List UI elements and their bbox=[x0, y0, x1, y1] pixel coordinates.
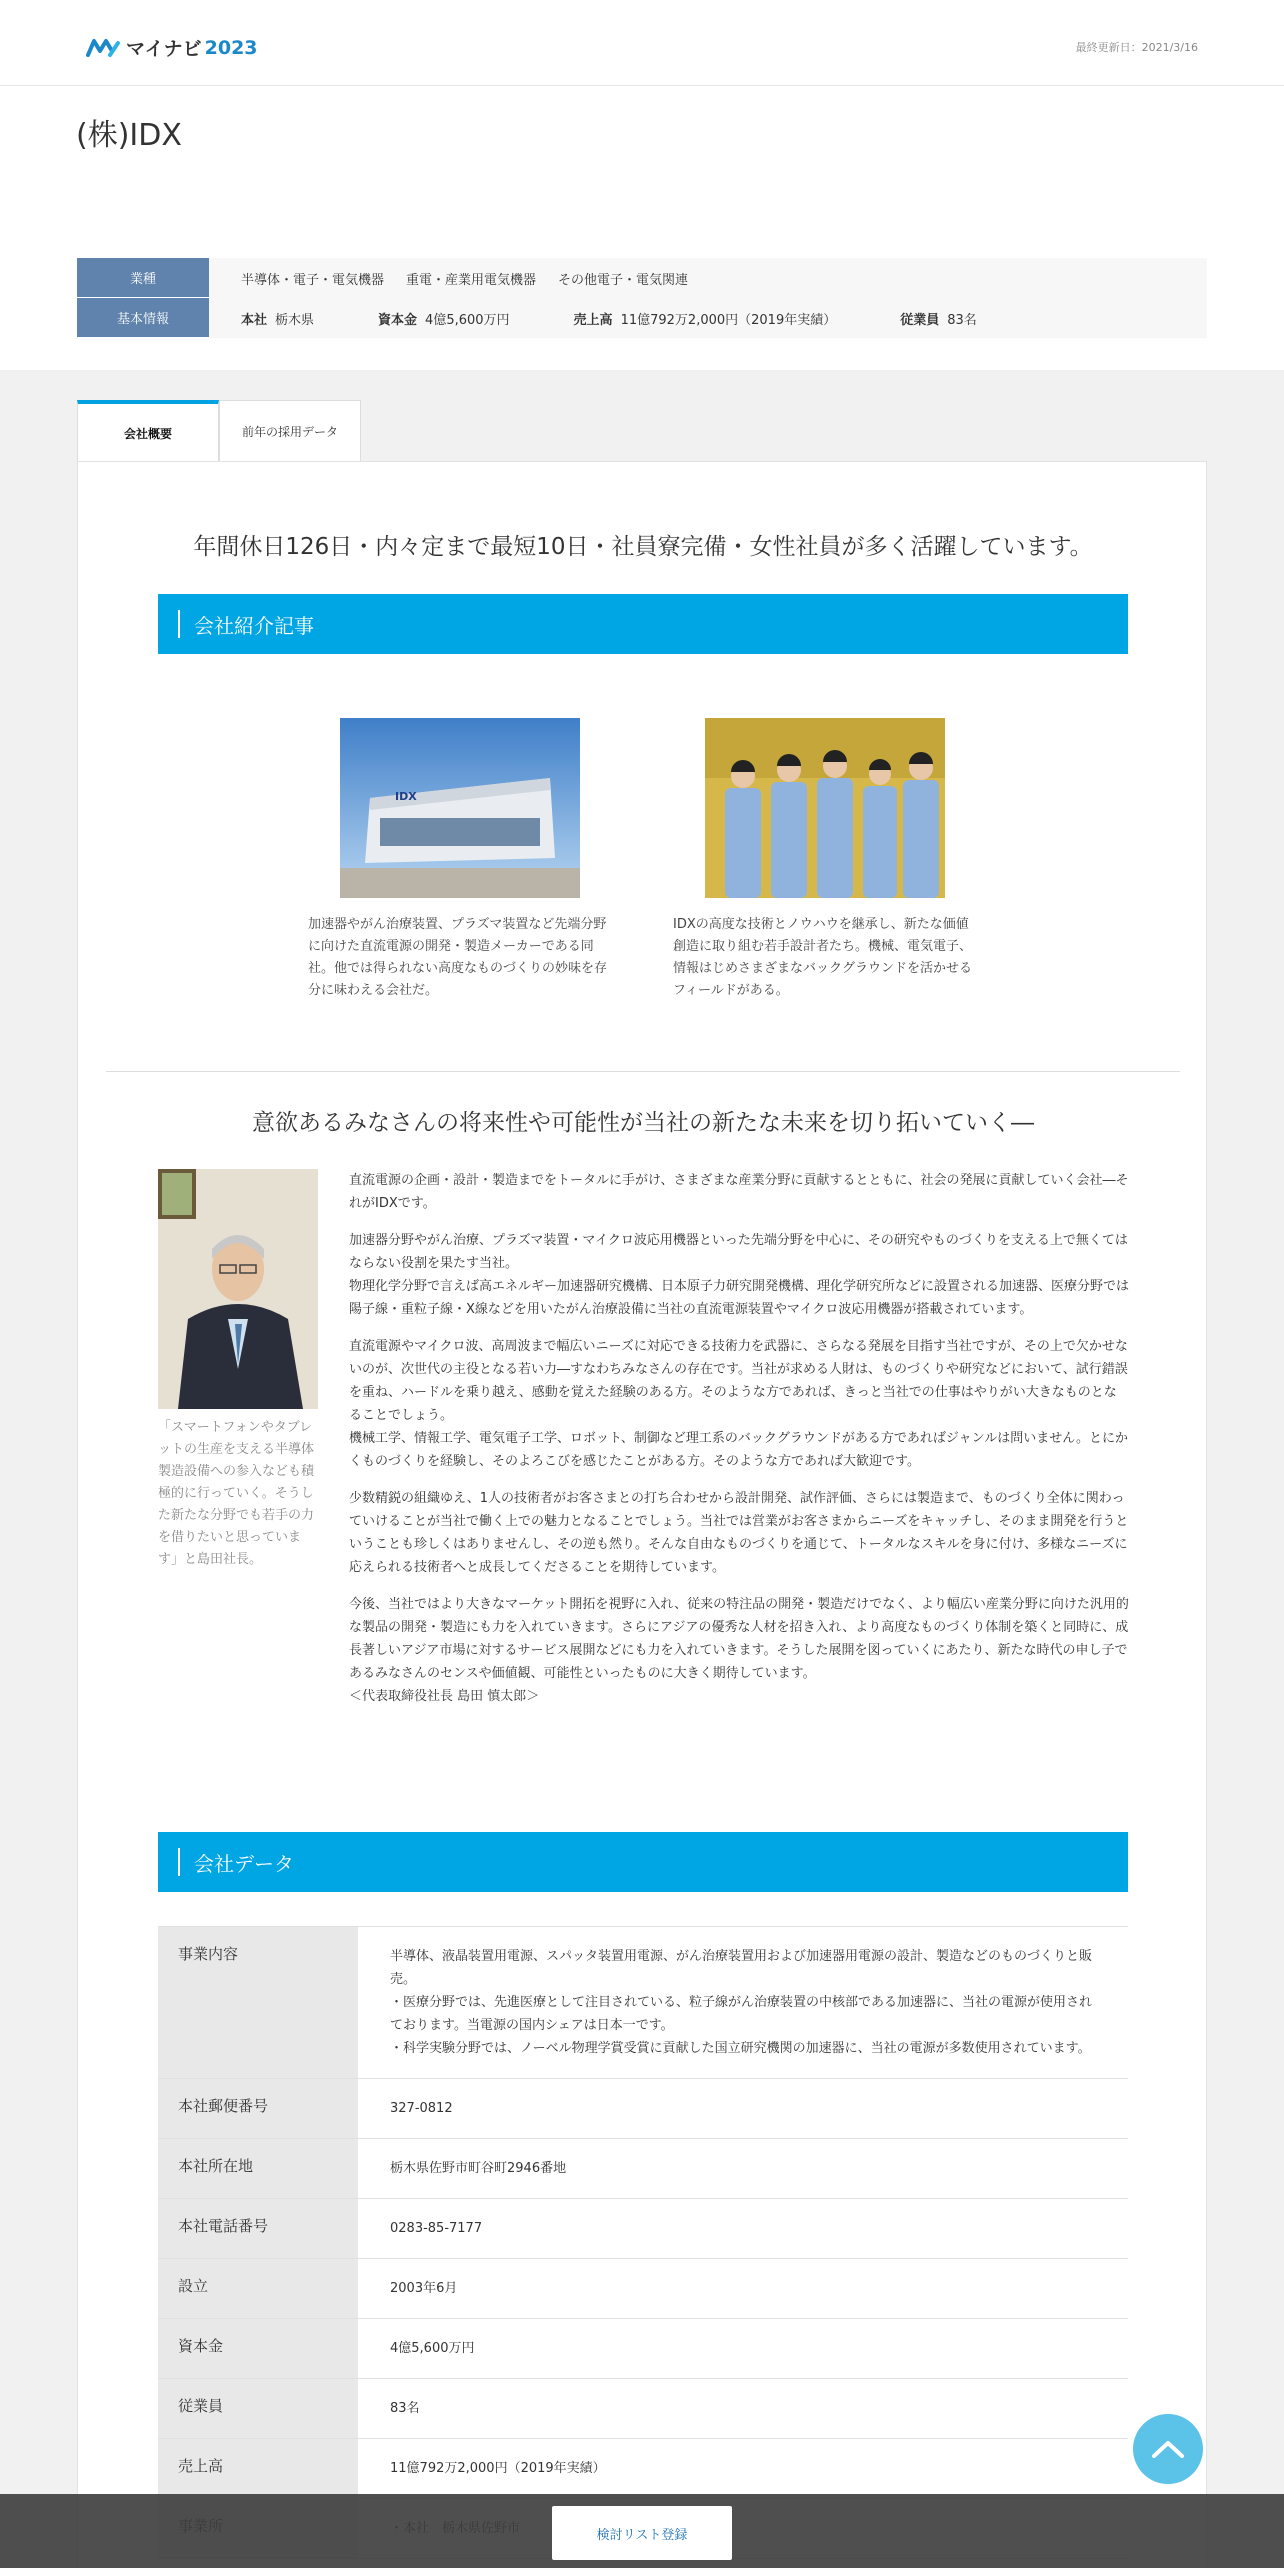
ceo-caption: 「スマートフォンやタブレットの生産を支える半導体製造設備への参入なども積極的に行っていく。そうした新たな分野でも若手の力を借りたいと思っています」と島田社長。 bbox=[158, 1420, 315, 1567]
section-divider bbox=[106, 1071, 1180, 1072]
logo-year: 2023 bbox=[204, 36, 258, 59]
message-paragraph: 少数精鋭の組織ゆえ、1人の技術者がお客さまとの打ち合わせから設計開発、試作評価、さらには製造まで、ものづくり全体に関わっていけることが当社で働く上での魅力となることでしょう。当社では営業がお客さまからニーズをキャッチし、そのまま開発を行うということも珍しくはありませんし、その逆も然り。そんな自由なものづくりを通じて、トータルなスキルを身に付け、多様なニーズに応えられる技術者へと成長してくださることを期待しています。 bbox=[349, 1491, 1129, 1575]
chevron-up-icon bbox=[1151, 2439, 1185, 2459]
capital-info: 資本金 4億5,600万円 bbox=[378, 312, 510, 328]
content-tabs bbox=[77, 400, 361, 462]
industry-item: その他電子・電気関連 bbox=[558, 272, 689, 288]
row-key: 設立 bbox=[158, 2259, 358, 2318]
industry-label: 業種 bbox=[77, 258, 209, 298]
table-row bbox=[158, 1927, 1128, 2079]
row-value: 327-0812 bbox=[390, 2101, 453, 2116]
top-section bbox=[0, 0, 1284, 370]
row-value: 2003年6月 bbox=[390, 2281, 458, 2296]
table-row bbox=[158, 2439, 1128, 2499]
row-key: 本社郵便番号 bbox=[158, 2079, 358, 2138]
article-caption: 加速器やがん治療装置、プラズマ装置など先端分野に向けた直流電源の開発・製造メーカーである同社。他では得られない高度なものづくりの妙味を存分に味わえる会社だ。 bbox=[308, 917, 608, 998]
row-key: 本社電話番号 bbox=[158, 2199, 358, 2258]
row-key: 本社所在地 bbox=[158, 2139, 358, 2198]
table-row bbox=[158, 2079, 1128, 2139]
message-title: 意欲あるみなさんの将来性や可能性が当社の新たな未来を切り拓いていく― bbox=[252, 1110, 1034, 1136]
sales-info: 売上高 11億792万2,000円（2019年実績） bbox=[573, 312, 837, 328]
section-heading-intro: 会社紹介記事 bbox=[158, 594, 1128, 654]
table-row bbox=[158, 2259, 1128, 2319]
message-paragraph: 加速器分野やがん治療、プラズマ装置・マイクロ波応用機器といった先端分野を中心に、その研究やものづくりを支える上で無くてはならない役割を果たす当社。 物理化学分野で言えば高エネルギー加速器研究機構、日本原子力研究開発機構、理化学研究所などに設置される加速器、医療分野では陽子線・重粒子線・X線などを用いたがん治療設備に当社の直流電源装置やマイクロ波応用機器が搭載されています。 bbox=[349, 1233, 1130, 1317]
company-name: (株)IDX bbox=[76, 118, 182, 153]
row-key: 事業内容 bbox=[158, 1927, 358, 2078]
row-value: 11億792万2,000円（2019年実績） bbox=[390, 2461, 606, 2476]
mynavi-logo[interactable] bbox=[86, 34, 258, 61]
svg-text:IDX: IDX bbox=[395, 790, 417, 803]
scroll-to-top-button[interactable] bbox=[1133, 2414, 1203, 2484]
table-row bbox=[158, 2379, 1128, 2439]
mynavi-mark-icon bbox=[86, 37, 122, 59]
ceo-message bbox=[349, 1169, 1129, 1722]
ceo-photo bbox=[158, 1169, 318, 1409]
company-overview-panel bbox=[77, 461, 1207, 2568]
industry-item: 重電・産業用電気機器 bbox=[406, 272, 537, 288]
article-caption: IDXの高度な技術とノウハウを継承し、新たな価値創造に取り組む若手設計者たち。機械、電気電子、情報はじめさまざまなバックグラウンドを活かせるフィールドがある。 bbox=[673, 917, 973, 998]
row-key: 資本金 bbox=[158, 2319, 358, 2378]
message-paragraph: 今後、当社ではより大きなマーケット開拓を視野に入れ、従来の特注品の開発・製造だけでなく、より幅広い産業分野に向けた汎用的な製品の開発・製造にも力を入れていきます。さらにアジアの優秀な人材を招き入れ、より高度なものづくり体制を築くと同時に、成長著しいアジア市場に対するサービス展開などにも力を入れていきます。そうした展開を図っていくにあたり、新たな時代の申し子であるみなさんのセンスや価値観、可能性といったものに大きく期待しています。 ＜代表取締役社長 島田 慎太郎＞ bbox=[349, 1597, 1129, 1704]
row-key: 従業員 bbox=[158, 2379, 358, 2438]
table-row bbox=[158, 2319, 1128, 2379]
industry-item: 半導体・電子・電気機器 bbox=[241, 272, 385, 288]
catch-copy: 年間休日126日・内々定まで最短10日・社員寮完備・女性社員が多く活躍しています。 bbox=[193, 534, 1093, 560]
intro-article[interactable] bbox=[673, 718, 978, 1002]
row-value: 栃木県佐野市町谷町2946番地 bbox=[390, 2161, 567, 2176]
table-row bbox=[158, 2199, 1128, 2259]
message-paragraph: 直流電源やマイクロ波、高周波まで幅広いニーズに対応できる技術力を武器に、さらなる発展を目指す当社ですが、その上で欠かせないのが、次世代の主役となる若い力―すなわちみなさんの存在です。当社が求める人財は、ものづくりや研究などにおいて、試行錯誤を重ね、ハードルを乗り越え、感動を覚えた経験のある方。そのような方であれば、きっと当社での仕事はやりがい大きなものとなることでしょう。 機械工学、情報工学、電気電子工学、ロボット、制御など理工系のバックグラウンドがある方であればジャンルは問いません。とにかくものづくりを経験し、そのよろこびを感じたことがある方。そのような方であれば大歓迎です。 bbox=[349, 1339, 1129, 1469]
industry-row bbox=[77, 258, 1207, 298]
section-heading-company-data: 会社データ bbox=[158, 1832, 1128, 1892]
row-value: 半導体、液晶装置用電源、スパッタ装置用電源、がん治療装置用および加速器用電源の設計、製造などのものづくりと販売。 ・医療分野では、先進医療として注目されている、粒子線がん治療装置の中核部である加速器に、当社の電源が使用されております。当電源の国内シェアは日本一です。 ・科学実験分野では、ノーベル物理学賞受賞に貢献した国立研究機関の加速器に、当社の電源が多数使用されています。 bbox=[390, 1949, 1093, 2056]
row-key: 売上高 bbox=[158, 2439, 358, 2498]
site-header bbox=[0, 0, 1284, 86]
row-value: 83名 bbox=[390, 2401, 420, 2416]
table-row bbox=[158, 2139, 1128, 2199]
add-to-list-button[interactable]: 検討リスト登録 bbox=[552, 2506, 732, 2560]
company-data-table bbox=[158, 1926, 1128, 2559]
employees-info: 従業員 83名 bbox=[900, 312, 977, 328]
tab-previous-year-data[interactable]: 前年の採用データ bbox=[219, 400, 361, 461]
row-value: 0283-85-7177 bbox=[390, 2221, 483, 2236]
hq-info: 本社 栃木県 bbox=[241, 312, 315, 328]
basic-info-row bbox=[77, 298, 1207, 338]
row-value: 4億5,600万円 bbox=[390, 2341, 475, 2356]
basic-info-label: 基本情報 bbox=[77, 298, 209, 338]
industry-value bbox=[209, 258, 1207, 298]
last-updated: 最終更新日：2021/3/16 bbox=[1075, 41, 1198, 54]
basic-info-value bbox=[209, 298, 1207, 338]
logo-text: マイナビ bbox=[126, 38, 202, 60]
company-summary-table bbox=[77, 258, 1207, 338]
message-paragraph: 直流電源の企画・設計・製造までをトータルに手がけ、さまざまな産業分野に貢献するとともに、社会の発展に貢献していく会社―それがIDXです。 bbox=[349, 1173, 1129, 1211]
intro-article[interactable] bbox=[308, 718, 613, 1002]
engineers-photo bbox=[705, 718, 945, 898]
bottom-action-bar bbox=[0, 2494, 1284, 2568]
tab-company-overview[interactable]: 会社概要 bbox=[77, 400, 219, 462]
building-photo bbox=[340, 718, 580, 898]
